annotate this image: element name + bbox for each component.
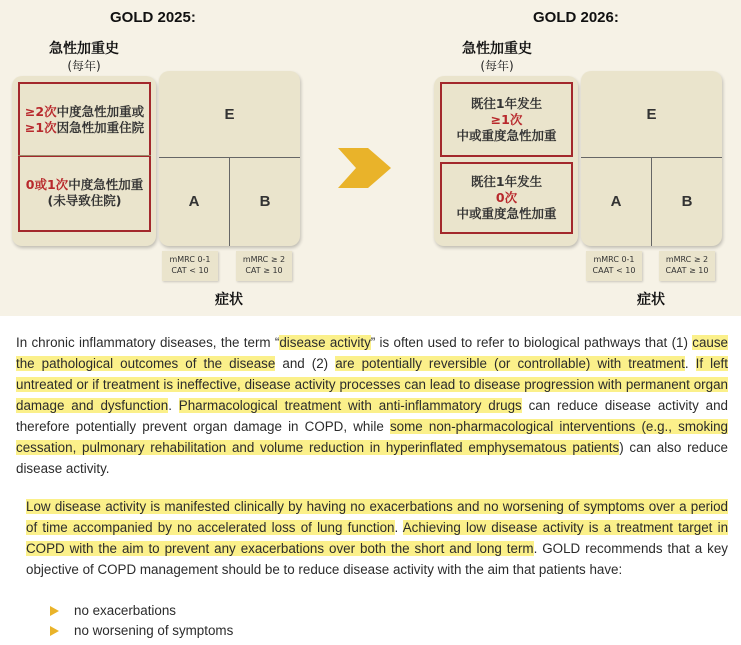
left-symptom-low-cat: CAT < 10 [171,266,209,275]
p1-highlight-pharmacological: Pharmacological treatment with anti-inflammatory drugs [178,398,522,413]
p1-text-2: ” is often used to refer to biological pathways that (1) [370,335,693,350]
left-symptom-label: 症状 [215,292,243,308]
left-history-sub: (每年) [67,59,101,73]
p1-highlight-disease-activity: disease activity [279,335,371,350]
bullet-item [50,621,233,641]
paragraph-low-disease-activity [16,496,728,580]
p1-text-4: . [684,356,696,371]
left-low-risk-line1: 0或1次中度急性加重 [25,176,144,192]
p1-text-7: ) can also reduce disease activity. [16,440,729,476]
right-high-risk-line2: ≥1次 [490,111,523,127]
right-group-b: B [681,193,693,210]
left-symptom-low [162,251,218,281]
right-symptom-low-mmrc: mMRC 0-1 [593,255,635,264]
left-symptom-high-mmrc: mMRC ≥ 2 [242,255,286,264]
right-low-risk-line1: 既往1年发生 [470,174,543,189]
bullet-text: no exacerbations [74,603,176,618]
right-group-e: E [646,105,657,123]
right-symptom-low [586,251,642,281]
p2-highlight-manifested: Low disease activity is manifested clinically by having no exacerbations and no worsening of symptoms over a period of time accompanied by no accelerated loss of lung function [26,499,728,535]
right-low-risk-line2: 0次 [495,190,518,205]
p1-text-5: . [168,398,179,413]
p2-highlight-treatment-target: Achieving low disease activity is a treatment target in COPD with the aim to prevent any exacerbations over both the short and long term [26,520,729,556]
left-abe-grid [159,71,300,246]
left-symptom-low-mmrc: mMRC 0-1 [169,255,211,264]
gold-2025-title: GOLD 2025: [110,9,196,26]
right-symptom-high-caat: CAAT ≥ 10 [665,266,709,275]
bullet-item [50,601,233,621]
right-symptom-low-caat: CAAT < 10 [592,266,636,275]
p2-text-1: . [394,520,403,535]
left-high-risk-box [18,82,151,157]
p1-text-6: can reduce disease activity and therefore potentially prevent organ damage in COPD, while [16,398,728,434]
triangle-bullet-icon [50,626,59,636]
right-low-risk-box [440,162,573,234]
right-symptom-label: 症状 [637,292,665,308]
right-high-risk-box [440,82,573,157]
p1-highlight-pathological: cause the pathological outcomes of the disease [16,335,728,371]
bullet-text: no worsening of symptoms [74,623,234,638]
left-high-risk-line2: ≥1次因急性加重住院 [24,119,145,135]
objective-bullet-list [50,601,233,641]
triangle-bullet-icon [50,606,59,616]
right-high-risk-line3: 中或重度急性加重 [456,127,557,143]
p1-highlight-untreated: If left untreated or if treatment is ineffective, disease activity processes can lead to disease progression with permanent organ damage and dysfunction [16,356,728,413]
left-group-e: E [224,105,235,123]
left-symptom-high [236,251,292,281]
gold-2026-title: GOLD 2026: [533,9,619,26]
left-low-risk-box [18,155,151,232]
right-low-risk-line3: 中或重度急性加重 [456,206,557,221]
p1-text-3: and (2) [275,356,336,371]
left-group-b: B [259,193,271,210]
left-high-risk-line1: ≥2次中度急性加重或 [24,103,145,119]
right-group-a: A [610,193,622,210]
p1-highlight-reversible: are potentially reversible (or controllable) with treatment [335,356,685,371]
left-low-risk-line2: (未导致住院) [47,192,122,208]
right-abe-grid [581,71,722,246]
right-high-risk-line1: 既往1年发生 [470,95,543,111]
right-history-title: 急性加重史 [462,41,532,57]
p1-highlight-non-pharmacological: some non-pharmacological interventions (e.g., smoking cessation, pulmonary rehabilitation and volume reduction in hyperinflated emphysematous patients [16,419,729,455]
p1-text-1: In chronic inflammatory diseases, the term “ [16,335,280,350]
left-group-a: A [188,193,200,210]
arrow-right-icon [334,145,394,191]
left-symptom-high-cat: CAT ≥ 10 [245,266,283,275]
gold-comparison-figure [0,0,741,316]
p2-text-2: . GOLD recommends that a key objective of COPD management should be to reduce disease activity with the aim that patients have: [26,541,728,577]
right-symptom-high-mmrc: mMRC ≥ 2 [665,255,709,264]
right-history-sub: (每年) [480,59,514,73]
left-history-title: 急性加重史 [49,41,119,57]
right-symptom-high [659,251,715,281]
paragraph-disease-activity [16,332,728,479]
